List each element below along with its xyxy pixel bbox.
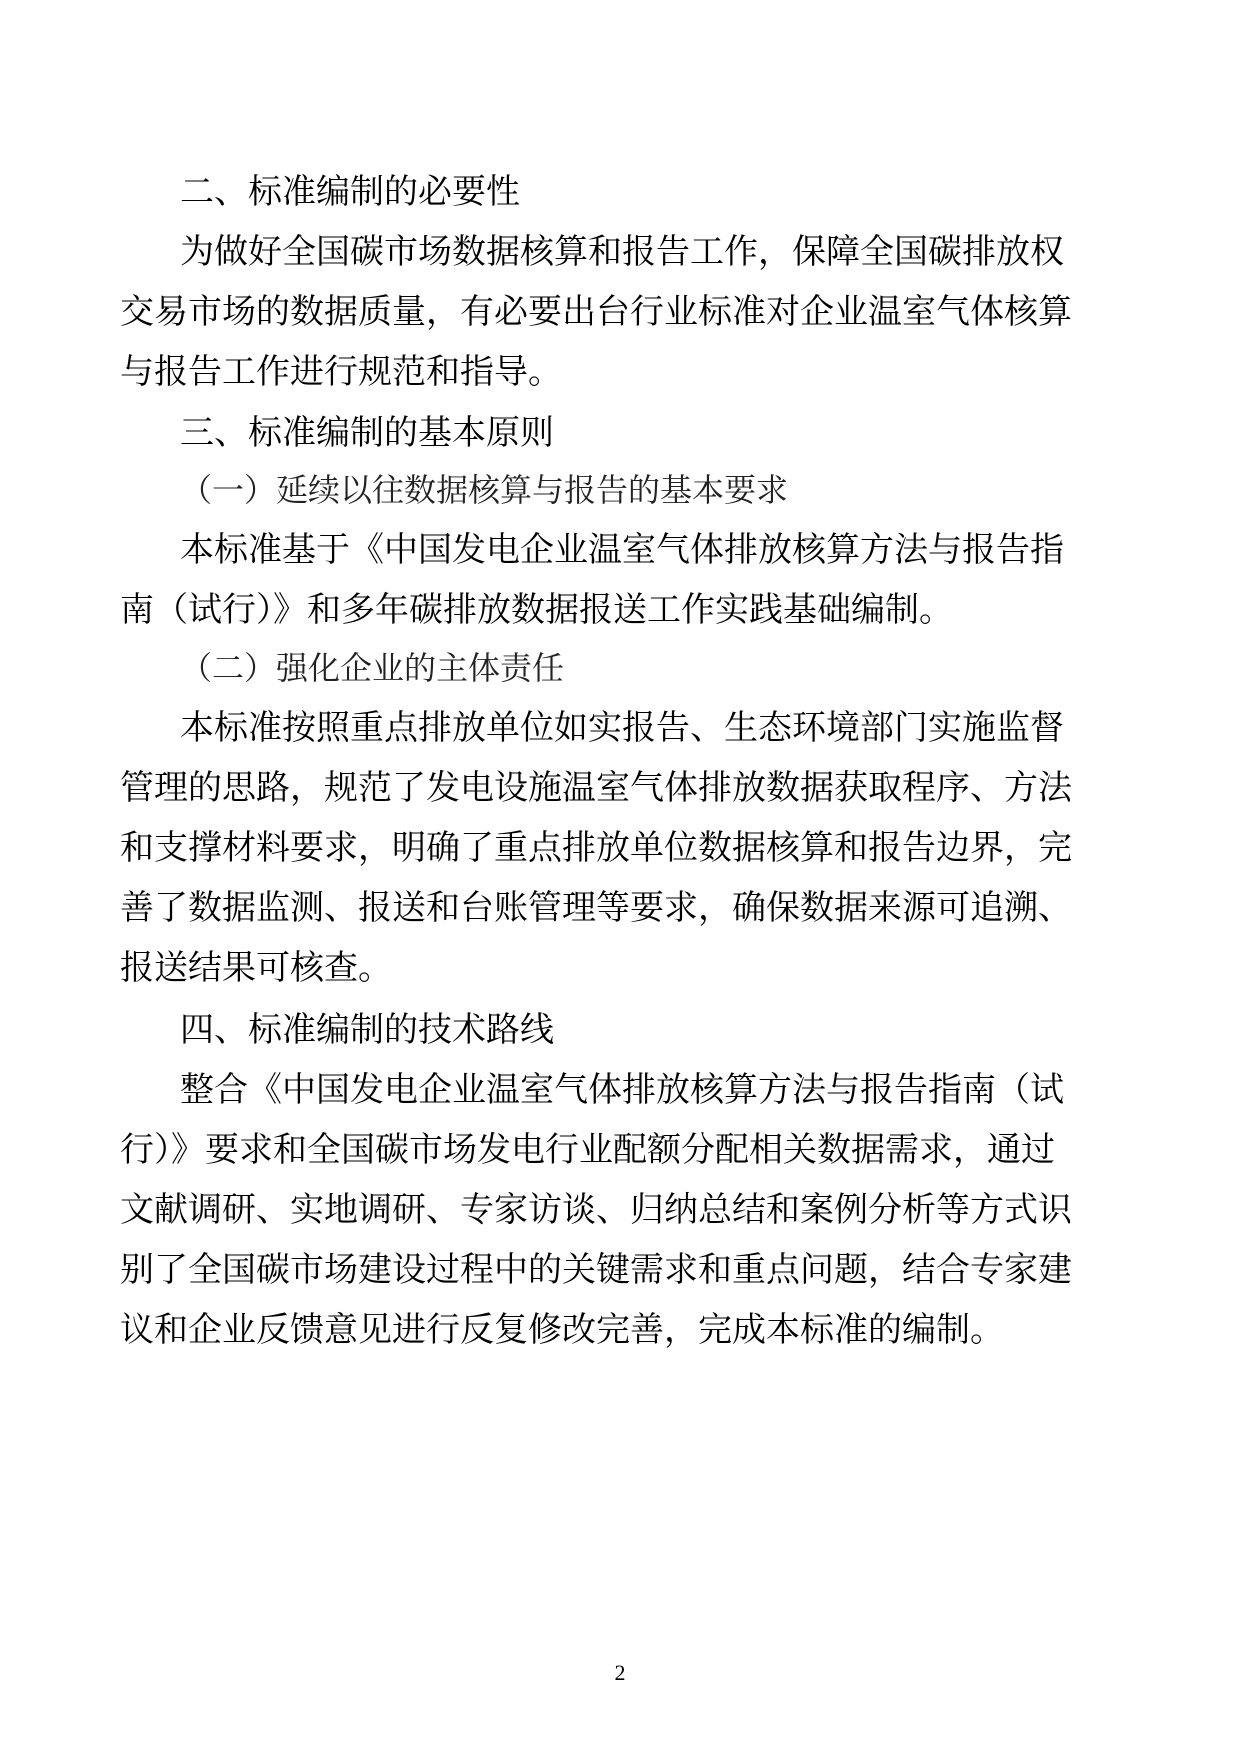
subsection-heading-responsibility: （二）强化企业的主体责任	[180, 649, 565, 687]
paragraph-line: 和支撑材料要求，明确了重点排放单位数据核算和报告边界，完	[120, 828, 1072, 868]
paragraph-line: 别了全国碳市场建设过程中的关键需求和重点问题，结合专家建	[120, 1250, 1072, 1290]
section-heading-technical-route: 四、标准编制的技术路线	[180, 1010, 554, 1050]
paragraph-line: 与报告工作进行规范和指导。	[120, 352, 562, 392]
paragraph-line: 本标准按照重点排放单位如实报告、生态环境部门实施监督	[180, 708, 1064, 748]
paragraph-line: 整合《中国发电企业温室气体排放核算方法与报告指南（试	[180, 1070, 1064, 1110]
paragraph-line: 南（试行）》和多年碳排放数据报送工作实践基础编制。	[120, 590, 953, 630]
paragraph-line: 议和企业反馈意见进行反复修改完善，完成本标准的编制。	[120, 1310, 1004, 1350]
paragraph-line: 报送结果可核查。	[120, 948, 392, 988]
paragraph-line: 本标准基于《中国发电企业温室气体排放核算方法与报告指	[180, 530, 1064, 570]
paragraph-line: 善了数据监测、报送和台账管理等要求，确保数据来源可追溯、	[120, 888, 1072, 928]
paragraph-line: 为做好全国碳市场数据核算和报告工作，保障全国碳排放权	[180, 232, 1064, 272]
subsection-heading-continuation: （一）延续以往数据核算与报告的基本要求	[180, 471, 789, 509]
section-heading-necessity: 二、标准编制的必要性	[180, 172, 520, 212]
paragraph-line: 行）》要求和全国碳市场发电行业配额分配相关数据需求，通过	[120, 1130, 1055, 1170]
section-heading-principles: 三、标准编制的基本原则	[180, 413, 554, 453]
paragraph-line: 管理的思路，规范了发电设施温室气体排放数据获取程序、方法	[120, 768, 1072, 808]
paragraph-line: 交易市场的数据质量，有必要出台行业标准对企业温室气体核算	[120, 292, 1072, 332]
page-number: 2	[614, 1660, 626, 1685]
paragraph-line: 文献调研、实地调研、专家访谈、归纳总结和案例分析等方式识	[120, 1190, 1072, 1230]
